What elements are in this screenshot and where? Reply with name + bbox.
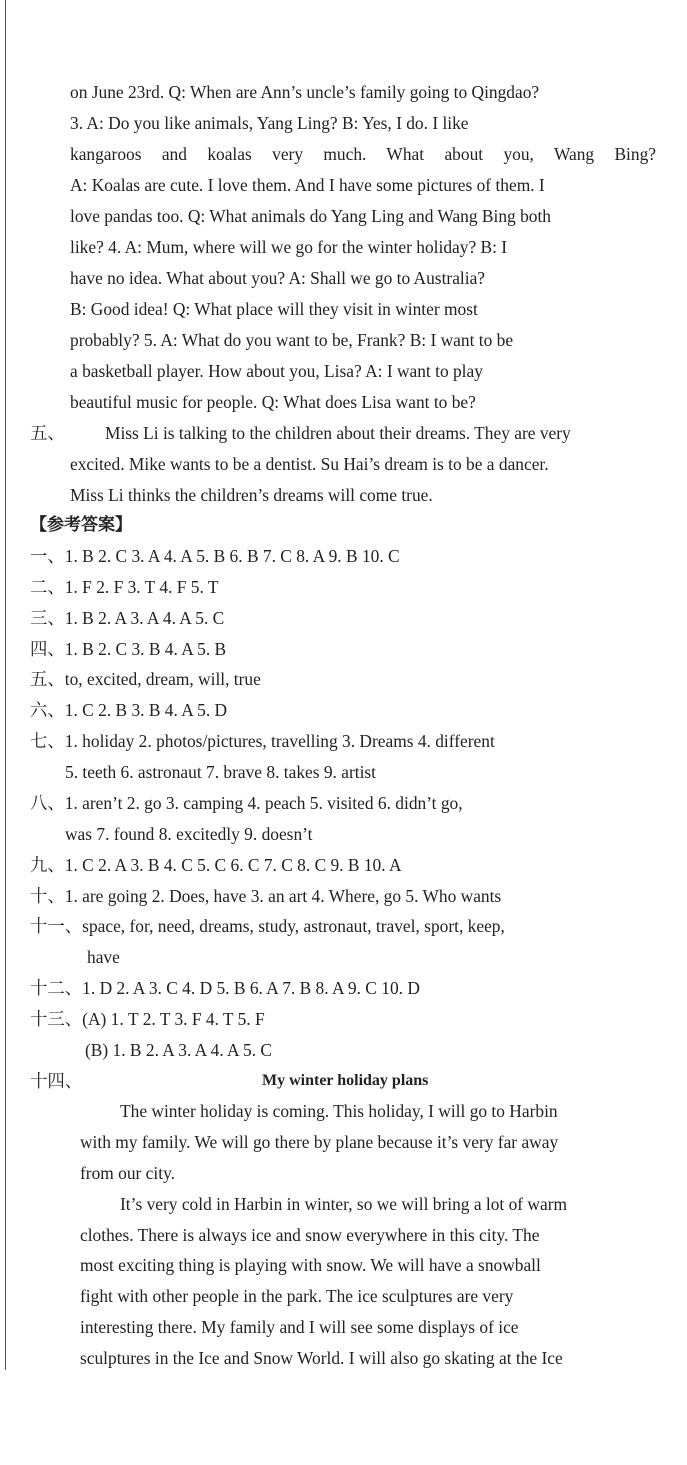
answer-row: 十三、(A) 1. T 2. T 3. F 4. T 5. F: [30, 1009, 265, 1029]
section-line: Miss Li thinks the children’s dreams will come true.: [70, 485, 433, 505]
essay-line: It’s very cold in Harbin in winter, so we will bring a lot of warm: [120, 1194, 568, 1214]
section-line: Miss Li is talking to the children about their dreams. They are very: [105, 423, 571, 443]
answer-row: 五、to, excited, dream, will, true: [30, 669, 261, 689]
answer-row: 六、1. C 2. B 3. B 4. A 5. D: [30, 700, 228, 720]
section-line: excited. Mike wants to be a dentist. Su Hai’s dream is to be a dancer.: [70, 454, 549, 474]
answer-row: 七、1. holiday 2. photos/pictures, travelling 3. Dreams 4. different: [30, 731, 495, 751]
essay-title: My winter holiday plans: [262, 1072, 429, 1089]
page-margin-line: [5, 0, 6, 1370]
essay-line: sculptures in the Ice and Snow World. I will also go skating at the Ice: [80, 1348, 563, 1368]
answer-row: 十二、1. D 2. A 3. C 4. D 5. B 6. A 7. B 8. A 9. C 10. D: [30, 978, 420, 998]
transcript-line: kangaroos and koalas very much. What about you, Wang Bing?: [70, 144, 656, 164]
essay-line: from our city.: [80, 1163, 175, 1183]
transcript-line: beautiful music for people. Q: What does Lisa want to be?: [70, 392, 476, 412]
answers-heading: 【参考答案】: [30, 515, 132, 534]
section-label: 五、: [30, 423, 65, 443]
answer-row: have: [87, 947, 120, 967]
answer-row: 九、1. C 2. A 3. B 4. C 5. C 6. C 7. C 8. C 9. B 10. A: [30, 855, 402, 875]
essay-line: clothes. There is always ice and snow everywhere in this city. The: [80, 1225, 540, 1245]
transcript-line: a basketball player. How about you, Lisa? A: I want to play: [70, 361, 483, 381]
transcript-line: love pandas too. Q: What animals do Yang Ling and Wang Bing both: [70, 206, 551, 226]
essay-label: 十四、: [30, 1071, 83, 1091]
transcript-line: have no idea. What about you? A: Shall we go to Australia?: [70, 268, 486, 288]
answer-row: 三、1. B 2. A 3. A 4. A 5. C: [30, 608, 225, 628]
transcript-line: A: Koalas are cute. I love them. And I have some pictures of them. I: [70, 175, 545, 195]
answer-row: 二、1. F 2. F 3. T 4. F 5. T: [30, 577, 219, 597]
transcript-line: like? 4. A: Mum, where will we go for the winter holiday? B: I: [70, 237, 508, 257]
transcript-line: B: Good idea! Q: What place will they visit in winter most: [70, 299, 478, 319]
essay-line: with my family. We will go there by plane because it’s very far away: [80, 1132, 559, 1152]
answer-row: 5. teeth 6. astronaut 7. brave 8. takes 9. artist: [65, 762, 377, 782]
transcript-line: probably? 5. A: What do you want to be, Frank? B: I want to be: [70, 330, 514, 350]
transcript-line: 3. A: Do you like animals, Yang Ling? B: Yes, I do. I like: [70, 113, 469, 133]
transcript-line: on June 23rd. Q: When are Ann’s uncle’s family going to Qingdao?: [70, 82, 540, 102]
answer-row: 四、1. B 2. C 3. B 4. A 5. B: [30, 639, 227, 659]
essay-line: fight with other people in the park. The ice sculptures are very: [80, 1286, 514, 1306]
answer-row: 十一、space, for, need, dreams, study, astronaut, travel, sport, keep,: [30, 916, 505, 936]
essay-line: The winter holiday is coming. This holiday, I will go to Harbin: [120, 1101, 558, 1121]
answer-row: was 7. found 8. excitedly 9. doesn’t: [65, 824, 313, 844]
essay-line: interesting there. My family and I will see some displays of ice: [80, 1317, 519, 1337]
answer-row: 八、1. aren’t 2. go 3. camping 4. peach 5. visited 6. didn’t go,: [30, 793, 463, 813]
answer-row: (B) 1. B 2. A 3. A 4. A 5. C: [85, 1040, 272, 1060]
essay-line: most exciting thing is playing with snow. We will have a snowball: [80, 1255, 541, 1275]
answer-row: 十、1. are going 2. Does, have 3. an art 4. Where, go 5. Who wants: [30, 886, 502, 906]
answer-row: 一、1. B 2. C 3. A 4. A 5. B 6. B 7. C 8. A 9. B 10. C: [30, 546, 400, 566]
